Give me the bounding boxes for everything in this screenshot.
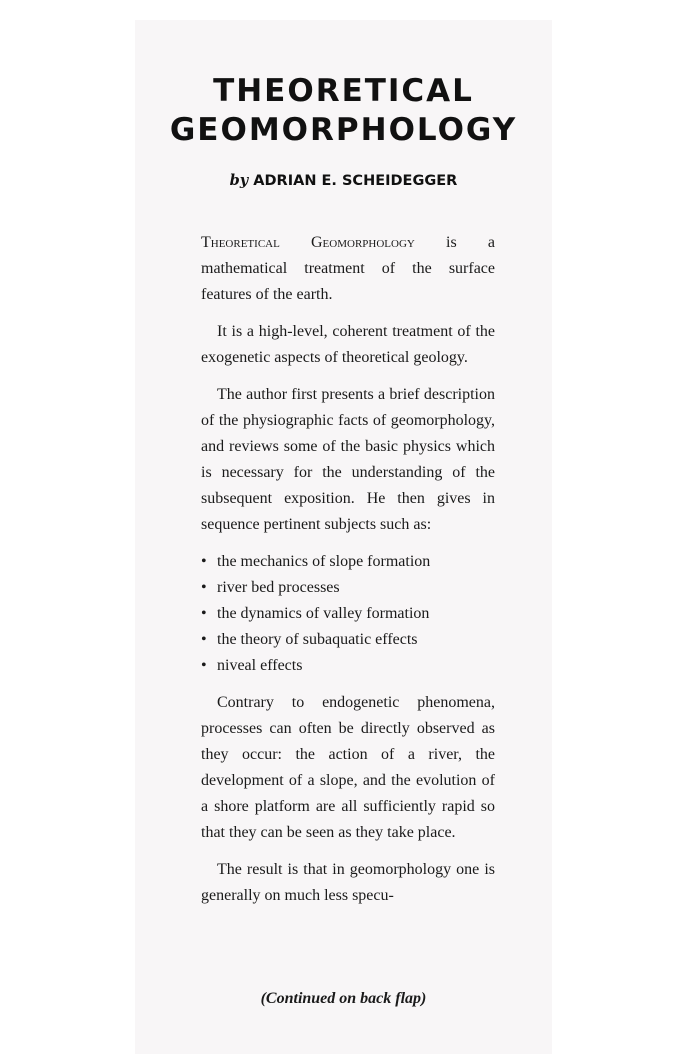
list-item-text: niveal effects bbox=[217, 657, 303, 674]
bullet-icon: • bbox=[201, 657, 207, 674]
topic-list bbox=[201, 549, 495, 679]
book-title-line-1: THEORETICAL bbox=[213, 73, 474, 109]
intro-text: is a mathematical treatment of the surface features of the earth. bbox=[201, 234, 495, 303]
list-item-text: the theory of subaquatic effects bbox=[217, 631, 418, 648]
list-item bbox=[201, 601, 495, 627]
bullet-icon: • bbox=[201, 579, 207, 596]
list-item bbox=[201, 627, 495, 653]
list-item bbox=[201, 575, 495, 601]
list-item bbox=[201, 653, 495, 679]
bullet-icon: • bbox=[201, 605, 207, 622]
book-title-line-2: GEOMORPHOLOGY bbox=[169, 112, 518, 148]
bullet-icon: • bbox=[201, 631, 207, 648]
book-title bbox=[135, 72, 552, 150]
paragraph-observation: Contrary to endogenetic phenomena, processes can often be directly observed as they occur: the action of a river, the development of a slope, and the evolution of a shore platform are all sufficiently rapid so that they can be seen as they take place. bbox=[201, 694, 495, 841]
paragraph-result: The result is that in geomorphology one is generally on much less specu- bbox=[201, 861, 495, 904]
intro-paragraph bbox=[201, 230, 495, 308]
dust-jacket-flap bbox=[135, 20, 552, 1054]
bullet-icon: • bbox=[201, 553, 207, 570]
continued-note: (Continued on back flap) bbox=[260, 990, 427, 1007]
list-item-text: river bed processes bbox=[217, 579, 340, 596]
blurb-body bbox=[201, 230, 495, 920]
list-item-text: the mechanics of slope formation bbox=[217, 553, 431, 570]
byline-prefix: by bbox=[229, 172, 249, 189]
paragraph-contents: The author first presents a brief description of the physiographic facts of geomorphology, and reviews some of the basic physics which is necessary for the understanding of the subsequent exposition. He then gives in sequence pertinent subjects such as: bbox=[201, 386, 495, 533]
paragraph-overview: It is a high-level, coherent treatment of the exogenetic aspects of theoretical geology. bbox=[201, 323, 495, 366]
author-byline bbox=[135, 172, 552, 189]
author-name: ADRIAN E. SCHEIDEGGER bbox=[253, 173, 458, 189]
list-item bbox=[201, 549, 495, 575]
list-item-text: the dynamics of valley formation bbox=[217, 605, 430, 622]
intro-book-name: Theoretical Geomorphology bbox=[201, 234, 415, 251]
